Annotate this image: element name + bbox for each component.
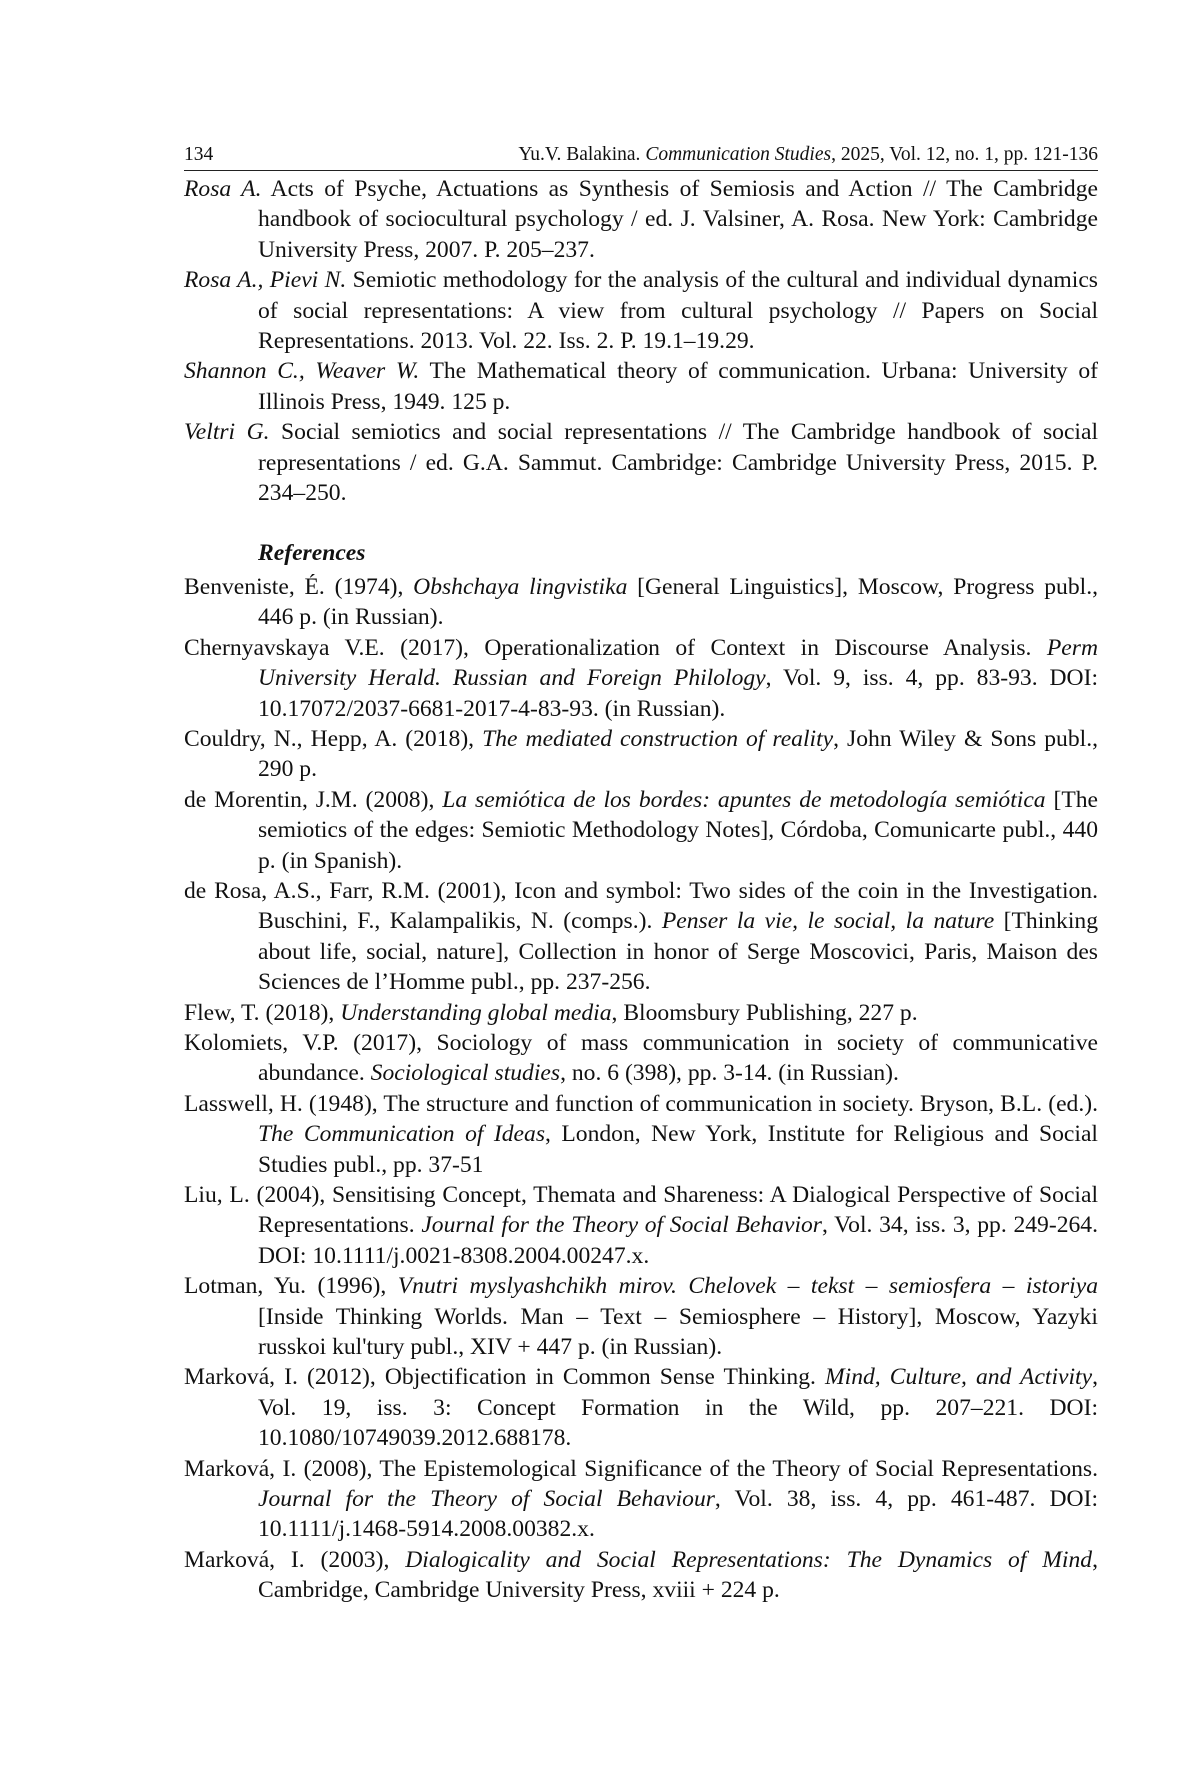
reference-text: Marková, I. (2012), Objectification in Common Sense Thinking. — [184, 1364, 825, 1391]
reference-details: [Thinking about life, social, nature], Collection in honor of Serge Moscovici, Paris, Maison des Sciences de l’Homme publ., pp. 237-256. — [258, 908, 1099, 996]
literature-author: Veltri G. — [184, 419, 270, 446]
header-citation — [518, 144, 1098, 166]
header-author: Yu.V. Balakina. — [518, 144, 646, 165]
reference-title: Dialogicality and Social Representations: The Dynamics of Mind — [405, 1546, 1093, 1573]
literature-list — [184, 174, 1098, 508]
page — [184, 144, 1098, 1606]
reference-text: Lasswell, H. (1948), The structure and function of communication in society. Bryson, B.L. (ed.). — [184, 1090, 1098, 1117]
reference-details: , Vol. 34, iss. 3, pp. 249-264. DOI: 10.1111/j.0021-8308.2004.00247.x. — [258, 1212, 1098, 1269]
reference-title: Vnutri myslyashchikh mirov. Chelovek – tekst – semiosfera – istoriya — [397, 1273, 1098, 1300]
reference-title: Perm University Herald. Russian and Foreign Philology — [258, 634, 1098, 692]
reference-details: , Cambridge, Cambridge University Press, xviii + 224 p. — [258, 1546, 1098, 1604]
reference-item — [184, 633, 1098, 724]
reference-title: Journal for the Theory of Social Behavior — [421, 1212, 822, 1239]
reference-text: Marková, I. (2008), The Epistemological Significance of the Theory of Social Representations. — [184, 1455, 1098, 1482]
literature-item — [184, 174, 1098, 265]
reference-item — [184, 1362, 1098, 1453]
reference-item — [184, 1271, 1098, 1362]
reference-details: [General Linguistics], Moscow, Progress publ., 446 p. (in Russian). — [258, 573, 1098, 631]
reference-item — [184, 1089, 1098, 1180]
reference-details: , Vol. 9, iss. 4, pp. 83-93. DOI: 10.17072/2037-6681-2017-4-83-93. (in Russian). — [258, 665, 1099, 722]
literature-text: Acts of Psyche, Actuations as Synthesis of Semiosis and Action // The Cambridge handbook of sociocultural psychology / ed. J. Valsiner, A. Rosa. New York: Cambridge University Press, 2007. P. 205–237. — [258, 176, 1098, 263]
reference-title: Mind, Culture, and Activity — [825, 1364, 1093, 1391]
reference-title: La semiótica de los bordes: apuntes de metodología semiótica — [442, 786, 1046, 813]
header-journal: Communication Studies — [645, 144, 832, 165]
reference-title: Journal for the Theory of Social Behaviour — [258, 1486, 715, 1513]
reference-item — [184, 1454, 1098, 1545]
references-heading: References — [258, 540, 366, 567]
reference-details: [Inside Thinking Worlds. Man – Text – Semiosphere – History], Moscow, Yazyki russkoi kul'tury publ., XIV + 447 p. (in Russian). — [258, 1303, 1098, 1361]
reference-details: , Bloomsbury Publishing, 227 p. — [611, 999, 918, 1026]
page-number: 134 — [184, 144, 214, 165]
references-list — [184, 572, 1098, 1606]
reference-text: Flew, T. (2018), — [184, 999, 341, 1026]
reference-text: Marková, I. (2003), — [184, 1546, 406, 1573]
reference-title: Sociological studies — [370, 1060, 561, 1087]
reference-text: Kolomiets, V.P. (2017), Sociology of mass communication in society of communicative abundance. — [184, 1029, 1098, 1087]
reference-details: , no. 6 (398), pp. 3-14. (in Russian). — [560, 1060, 899, 1087]
reference-details: , Vol. 38, iss. 4, pp. 461-487. DOI: 10.1111/j.1468-5914.2008.00382.x. — [258, 1486, 1099, 1543]
reference-text: de Morentin, J.M. (2008), — [184, 786, 443, 813]
reference-title: Penser la vie, le social, la nature — [661, 908, 995, 935]
literature-author: Rosa A. — [184, 176, 262, 202]
reference-item — [184, 1028, 1098, 1089]
literature-item — [184, 356, 1098, 417]
literature-text: Social semiotics and social representations // The Cambridge handbook of social representations / ed. G.A. Sammut. Cambridge: Cambridge University Press, 2015. P. 234–250. — [258, 419, 1098, 507]
reference-title: Understanding global media — [340, 999, 612, 1026]
literature-item — [184, 417, 1098, 508]
header-volume: , 2025, Vol. 12, no. 1, pp. 121-136 — [831, 144, 1098, 165]
reference-item — [184, 1545, 1098, 1606]
reference-text: Lotman, Yu. (1996), — [184, 1273, 398, 1300]
running-header — [184, 144, 1098, 171]
reference-text: Benveniste, É. (1974), — [184, 573, 414, 600]
reference-text: Chernyavskaya V.E. (2017), Operationalization of Context in Discourse Analysis. — [184, 634, 1047, 661]
reference-details: , John Wiley & Sons publ., 290 p. — [258, 725, 1098, 783]
reference-text: Liu, L. (2004), Sensitising Concept, Themata and Shareness: A Dialogical Perspective of Social Representations. — [184, 1182, 1098, 1239]
reference-text: Couldry, N., Hepp, A. (2018), — [184, 725, 483, 752]
reference-item — [184, 724, 1098, 785]
reference-details: , London, New York, Institute for Religious and Social Studies publ., pp. 37-51 — [258, 1121, 1098, 1178]
reference-item — [184, 998, 1098, 1028]
reference-item — [184, 876, 1098, 998]
literature-author: Shannon C., Weaver W. — [184, 358, 420, 385]
reference-title: The mediated construction of reality — [482, 725, 834, 752]
reference-item — [184, 785, 1098, 876]
reference-title: Obshchaya lingvistika — [413, 573, 628, 600]
literature-item — [184, 265, 1098, 356]
reference-text: de Rosa, A.S., Farr, R.M. (2001), Icon and symbol: Two sides of the coin in the Investigation. Buschini, F., Kalampalikis, N. (comps.). — [184, 877, 1098, 935]
reference-title: The Communication of Ideas — [258, 1121, 545, 1148]
reference-item — [184, 1180, 1098, 1271]
literature-text: Semiotic methodology for the analysis of the cultural and individual dynamics of social representations: A view from cultural psychology // Papers on Social Representations. 2013. Vol. 22. Iss. 2. P. 19.1–19.29. — [258, 267, 1098, 355]
reference-details: , Vol. 19, iss. 3: Concept Formation in the Wild, pp. 207–221. DOI: 10.1080/10749039.2012.688178. — [258, 1364, 1098, 1452]
literature-author: Rosa A., Pievi N. — [184, 267, 347, 294]
reference-details: [The semiotics of the edges: Semiotic Methodology Notes], Córdoba, Comunicarte publ., 440 p. (in Spanish). — [258, 786, 1099, 874]
reference-item — [184, 572, 1098, 633]
literature-text: The Mathematical theory of communication. Urbana: University of Illinois Press, 1949. 125 p. — [258, 358, 1099, 415]
